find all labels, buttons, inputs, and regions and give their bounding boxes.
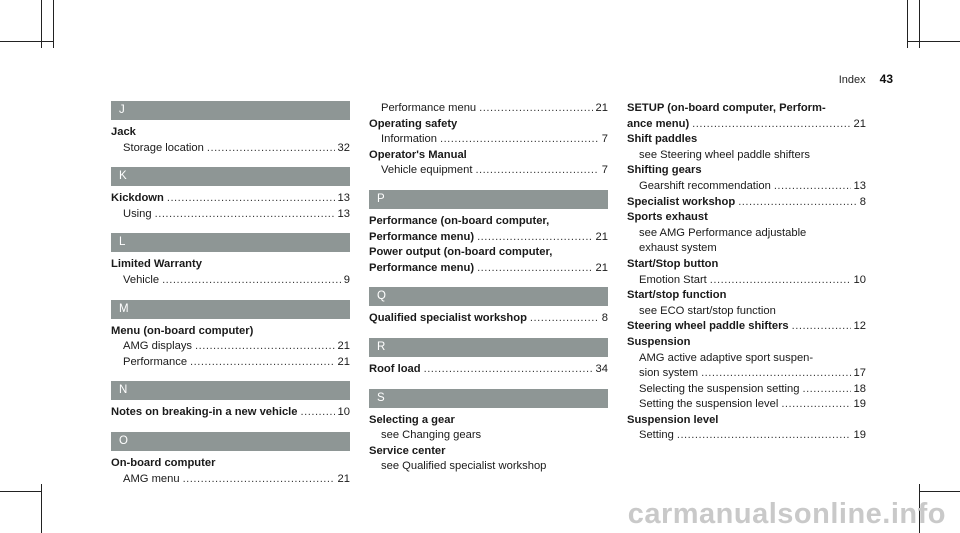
index-entry — [369, 362, 608, 378]
dot-leader — [207, 141, 335, 157]
entry-text: Suspension level — [627, 413, 719, 426]
index-subentry — [369, 132, 608, 148]
index-subentry — [627, 148, 866, 164]
entry-text: SETUP (on-board computer, Perform- — [627, 102, 826, 114]
entry-text: Jack — [111, 126, 136, 138]
dot-leader — [479, 101, 592, 117]
entry-text: Performance menu) — [369, 261, 475, 274]
page-ref: 13 — [337, 207, 350, 220]
page-ref: 13 — [337, 192, 350, 205]
index-entry — [627, 101, 866, 117]
index-subentry — [627, 304, 866, 320]
index-letter-heading: Q — [369, 287, 608, 306]
index-entry — [111, 257, 350, 273]
index-entry — [111, 324, 350, 340]
dot-leader — [774, 179, 851, 195]
page-ref: 9 — [343, 273, 350, 286]
index-entry — [369, 444, 608, 460]
entry-text: AMG menu — [123, 472, 180, 485]
watermark: carmanualsonline.info — [627, 498, 946, 530]
index-entry — [369, 413, 608, 429]
entry-text: see Changing gears — [381, 429, 482, 442]
dot-leader — [167, 191, 335, 207]
index-letter-heading: L — [111, 233, 350, 252]
page-header — [839, 72, 893, 86]
entry-text: see ECO start/stop function — [639, 304, 776, 317]
index-column-3 — [627, 101, 866, 444]
dot-leader — [781, 397, 850, 413]
entry-text: Performance — [123, 355, 188, 368]
entry-text: Using — [123, 207, 152, 220]
dot-leader — [692, 117, 850, 133]
page-number: 43 — [879, 72, 893, 86]
dot-leader — [475, 163, 598, 179]
index-column-2 — [369, 101, 608, 475]
entry-text: Start/Stop button — [627, 257, 719, 270]
entry-text: Shifting gears — [627, 164, 702, 177]
entry-text: Selecting the suspension setting — [639, 382, 800, 395]
index-entry — [369, 245, 608, 261]
entry-text: Gearshift recommendation — [639, 179, 771, 192]
index-entry — [627, 117, 866, 133]
entry-text: Shift paddles — [627, 133, 698, 146]
index-entry — [111, 191, 350, 207]
entry-text: Kickdown — [111, 192, 164, 205]
index-entry — [369, 230, 608, 246]
entry-text: Setting — [639, 429, 674, 442]
dot-leader — [477, 230, 592, 246]
crop-mark — [53, 0, 54, 48]
entry-text: sion system — [639, 367, 699, 380]
page-ref: 10 — [853, 273, 866, 286]
dot-leader — [440, 132, 599, 148]
entry-text: Vehicle equipment — [381, 164, 473, 177]
entry-text: Menu (on-board computer) — [111, 324, 254, 337]
entry-text: ance menu) — [627, 117, 690, 130]
entry-text: see AMG Performance adjustable — [639, 226, 807, 239]
page-ref: 7 — [601, 133, 608, 146]
page-ref: 18 — [853, 382, 866, 395]
page-ref: 21 — [595, 230, 608, 243]
entry-text: Performance menu) — [369, 230, 475, 243]
dot-leader — [183, 472, 335, 488]
page-ref: 21 — [595, 261, 608, 274]
index-subentry — [369, 163, 608, 179]
index-subentry — [627, 226, 866, 242]
page-ref: 7 — [601, 164, 608, 177]
page-ref: 10 — [337, 406, 350, 419]
index-column-1 — [111, 101, 350, 487]
page-ref: 19 — [853, 429, 866, 442]
entry-text: Steering wheel paddle shifters — [627, 320, 789, 333]
index-entry — [369, 261, 608, 277]
entry-text: Vehicle — [123, 273, 160, 286]
index-entry — [369, 214, 608, 230]
entry-text: Start/stop function — [627, 289, 727, 302]
index-subentry — [627, 428, 866, 444]
entry-text: see Qualified specialist workshop — [381, 460, 547, 473]
page-ref: 21 — [337, 472, 350, 485]
entry-text: Information — [381, 133, 437, 146]
dot-leader — [677, 428, 851, 444]
index-subentry — [627, 179, 866, 195]
entry-text: Storage location — [123, 141, 204, 154]
dot-leader — [802, 382, 850, 398]
page-ref: 34 — [595, 362, 608, 375]
index-entry — [111, 405, 350, 421]
entry-text: On-board computer — [111, 456, 216, 469]
crop-mark — [0, 41, 53, 42]
index-entry — [627, 210, 866, 226]
index-subentry — [369, 101, 608, 117]
index-subentry — [627, 382, 866, 398]
dot-leader — [738, 195, 857, 211]
entry-text: Performance (on-board computer, — [369, 214, 550, 227]
index-subentry — [627, 397, 866, 413]
entry-text: Setting the suspension level — [639, 398, 779, 411]
index-subentry — [627, 241, 866, 257]
dot-leader — [792, 319, 851, 335]
dot-leader — [155, 207, 335, 223]
index-subentry — [111, 355, 350, 371]
crop-mark — [907, 41, 960, 42]
entry-text: Selecting a gear — [369, 413, 455, 426]
entry-text: Sports exhaust — [627, 211, 708, 224]
page-ref: 21 — [853, 117, 866, 130]
entry-text: Power output (on-board computer, — [369, 246, 553, 259]
index-entry — [627, 132, 866, 148]
dot-leader — [195, 339, 335, 355]
dot-leader — [162, 273, 341, 289]
entry-text: Performance menu — [381, 102, 477, 114]
index-letter-heading: K — [111, 167, 350, 186]
index-subentry — [369, 428, 608, 444]
index-letter-heading: S — [369, 389, 608, 408]
index-entry — [111, 125, 350, 141]
index-subentry — [111, 207, 350, 223]
index-subentry — [111, 339, 350, 355]
index-letter-heading: P — [369, 190, 608, 209]
index-entry — [627, 257, 866, 273]
index-subentry — [627, 366, 866, 382]
entry-text: see Steering wheel paddle shifters — [639, 148, 811, 161]
entry-text: Specialist workshop — [627, 195, 736, 208]
index-entry — [369, 148, 608, 164]
entry-text: AMG displays — [123, 340, 193, 353]
dot-leader — [301, 405, 335, 421]
crop-mark — [919, 491, 960, 492]
index-letter-heading: R — [369, 338, 608, 357]
page-ref: 8 — [859, 195, 866, 208]
index-subentry — [111, 141, 350, 157]
dot-leader — [477, 261, 592, 277]
crop-mark — [0, 491, 41, 492]
entry-text: AMG active adaptive sport suspen- — [639, 351, 814, 364]
entry-text: Notes on breaking-in a new vehicle — [111, 406, 298, 419]
entry-text: Operating safety — [369, 117, 458, 130]
entry-text: Roof load — [369, 362, 421, 375]
index-letter-heading: J — [111, 101, 350, 120]
page-ref: 21 — [337, 355, 350, 368]
page-ref: 19 — [853, 398, 866, 411]
index-entry — [627, 335, 866, 351]
dot-leader — [190, 355, 335, 371]
index-subentry — [111, 273, 350, 289]
index-entry — [627, 288, 866, 304]
index-letter-heading: O — [111, 432, 350, 451]
page-ref: 8 — [601, 312, 608, 325]
page-ref: 12 — [853, 320, 866, 333]
entry-text: exhaust system — [639, 242, 717, 255]
index-letter-heading: M — [111, 300, 350, 319]
dot-leader — [710, 273, 851, 289]
index-letter-heading: N — [111, 381, 350, 400]
entry-text: Limited Warranty — [111, 258, 202, 271]
page-ref: 13 — [853, 179, 866, 192]
index-subentry — [111, 472, 350, 488]
page-ref: 21 — [337, 340, 350, 353]
page-ref: 21 — [595, 102, 608, 114]
index-entry — [111, 456, 350, 472]
page-ref: 17 — [853, 367, 866, 380]
entry-text: Service center — [369, 444, 446, 457]
index-subentry — [369, 459, 608, 475]
index-entry — [369, 311, 608, 327]
index-subentry — [627, 273, 866, 289]
crop-mark — [41, 484, 42, 533]
page-ref: 32 — [337, 141, 350, 154]
index-entry — [369, 117, 608, 133]
entry-text: Suspension — [627, 335, 691, 348]
section-title: Index — [838, 74, 866, 86]
entry-text: Emotion Start — [639, 273, 707, 286]
index-entry — [627, 195, 866, 211]
entry-text: Operator's Manual — [369, 148, 467, 161]
dot-leader — [530, 311, 599, 327]
dot-leader — [424, 362, 593, 378]
dot-leader — [701, 366, 850, 382]
index-entry — [627, 319, 866, 335]
index-entry — [627, 413, 866, 429]
entry-text: Qualified specialist workshop — [369, 312, 527, 325]
index-subentry — [627, 351, 866, 367]
index-entry — [627, 163, 866, 179]
